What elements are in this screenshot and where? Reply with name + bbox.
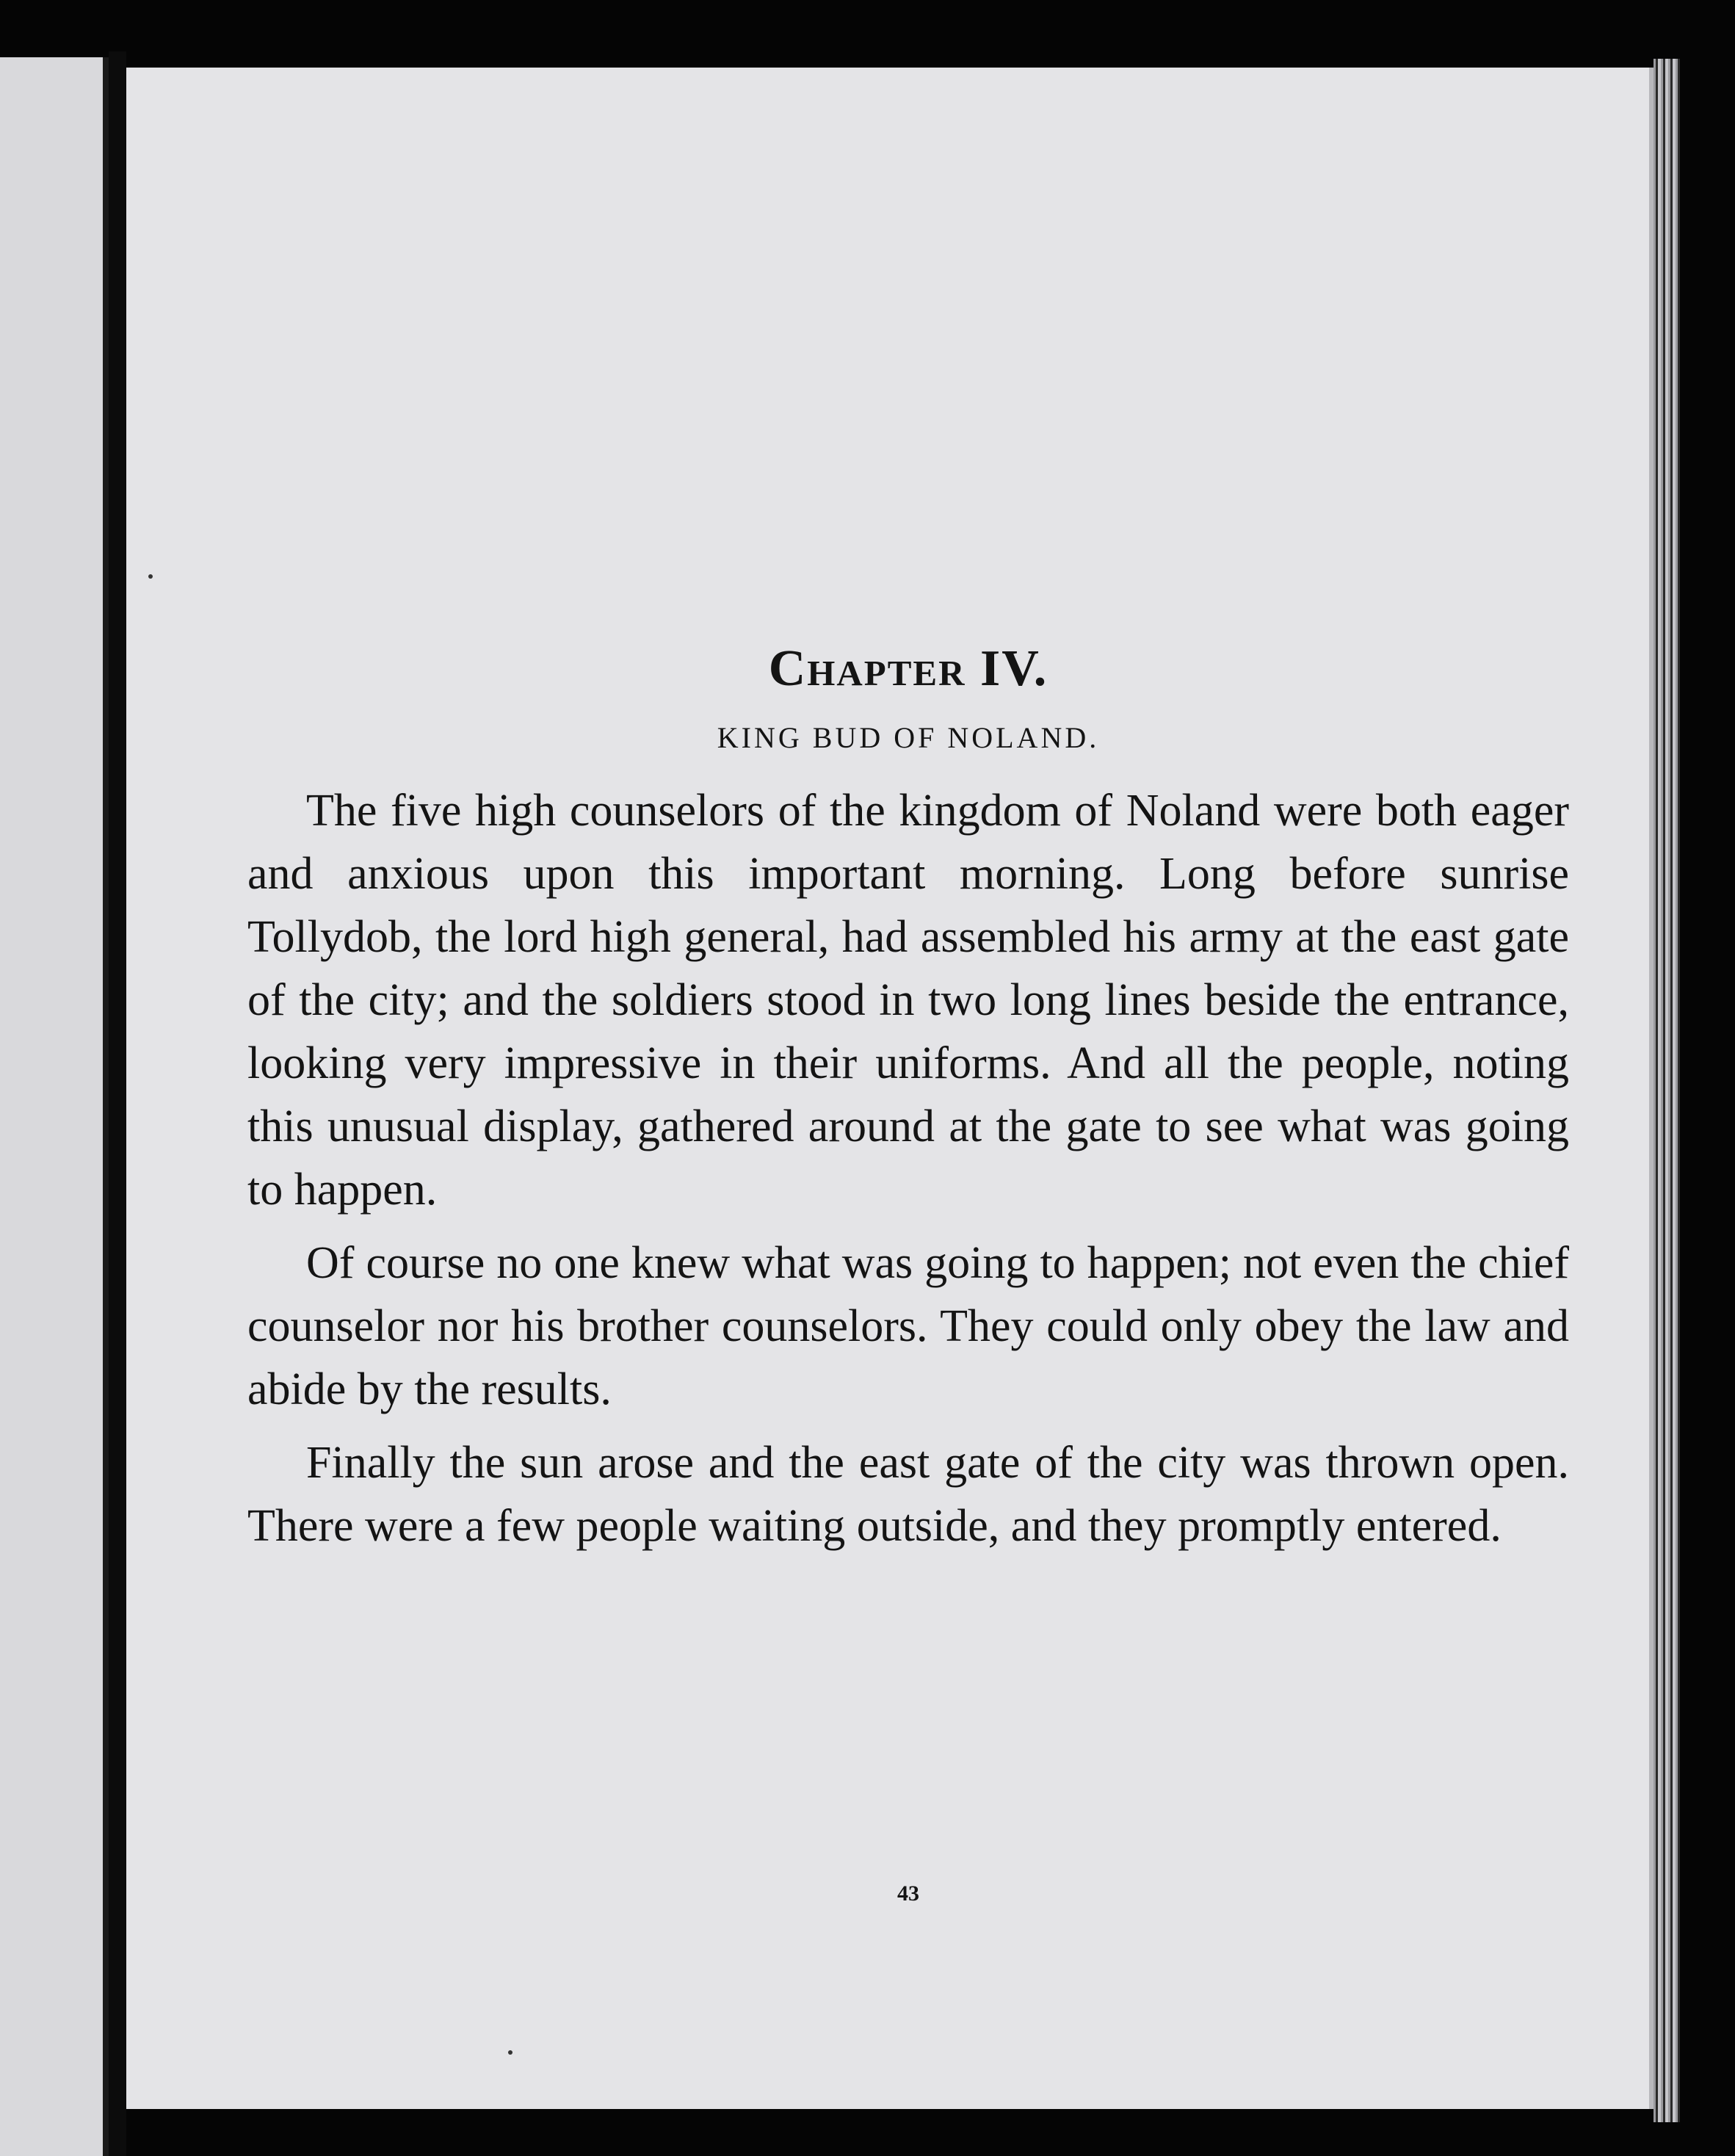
page-text-block (247, 640, 1569, 1906)
page-number: 43 (897, 1881, 919, 1906)
print-speck (148, 574, 153, 579)
book-page (126, 68, 1653, 2109)
paragraph: Finally the sun arose and the east gate of the city was thrown open. There were a few people waiting outside, and they promptly entered. (247, 1438, 1569, 1551)
book-gutter (109, 51, 126, 2156)
paragraph: The five high counselors of the kingdom of Noland were both eager and anxious upon this important morning. Long before sunrise Tollydob, the lord high general, had assembled his army at the east gate of the city; and the soldiers stood in two long lines beside the entrance, looking very impressive in their uniforms. And all the people, noting this unusual display, gathered around at the gate to see what was going to happen. (247, 786, 1569, 1215)
chapter-subtitle: KING BUD OF NOLAND. (717, 721, 1100, 754)
print-speck (508, 2050, 512, 2055)
facing-page-edge (0, 57, 109, 2156)
paragraph: Of course no one knew what was going to happen; not even the chief counselor nor his brother counselors. They could only obey the law and abide by the results. (247, 1238, 1569, 1414)
page-stack-edge (1653, 59, 1680, 2122)
chapter-heading: Chapter IV. (768, 640, 1048, 697)
